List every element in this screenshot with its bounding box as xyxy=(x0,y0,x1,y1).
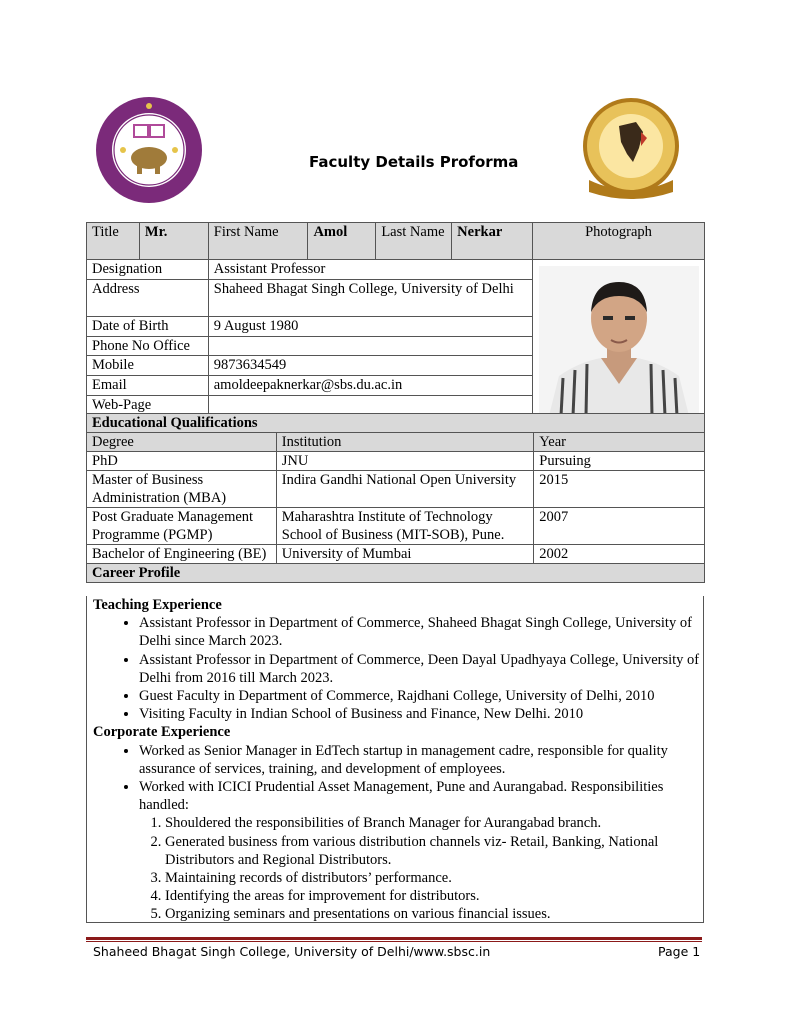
institution-cell: JNU xyxy=(276,452,534,471)
page-title: Faculty Details Proforma xyxy=(309,153,519,171)
first-name-label: First Name xyxy=(208,223,308,260)
teaching-list xyxy=(87,614,703,723)
list-item: • Assistant Professor in Department of Commerce, Deen Dayal Upadhyaya College, University of Delhi from 2016 till March 2023. xyxy=(139,651,703,687)
table-row xyxy=(87,545,705,564)
year-cell: Pursuing xyxy=(534,452,705,471)
address-value: Shaheed Bhagat Singh College, University of Delhi xyxy=(208,279,532,316)
list-item: • Visiting Faculty in Indian School of Business and Finance, New Delhi. 2010 xyxy=(139,705,703,723)
education-table xyxy=(86,413,705,583)
list-item: • Worked as Senior Manager in EdTech startup in management cadre, responsible for quality assurance of services, training, and development of employees. xyxy=(139,742,703,778)
photo-cell xyxy=(533,260,705,417)
title-value: Mr. xyxy=(139,223,208,260)
institution-cell: University of Mumbai xyxy=(276,545,534,564)
degree-header: Degree xyxy=(87,433,277,452)
email-label: Email xyxy=(87,376,209,396)
degree-cell: PhD xyxy=(87,452,277,471)
list-item: 2. Generated business from various distribution channels viz- Retail, Banking, National Distributors and Regional Distributors. xyxy=(165,833,703,869)
teaching-experience-title: Teaching Experience xyxy=(93,597,222,613)
education-section-title: Educational Qualifications xyxy=(87,414,705,433)
responsibilities-list xyxy=(87,814,703,923)
designation-label: Designation xyxy=(87,260,209,280)
mobile-label: Mobile xyxy=(87,356,209,376)
photograph-label: Photograph xyxy=(533,223,705,260)
address-label: Address xyxy=(87,279,209,316)
institution-cell: Indira Gandhi National Open University xyxy=(276,471,534,508)
list-item: 5. Organizing seminars and presentations on various financial issues. xyxy=(165,905,703,923)
title-label: Title xyxy=(87,223,140,260)
table-row xyxy=(87,452,705,471)
degree-cell: Master of Business Administration (MBA) xyxy=(87,471,277,508)
list-item: • Guest Faculty in Department of Commerce, Rajdhani College, University of Delhi, 2010 xyxy=(139,687,703,705)
year-cell: 2007 xyxy=(534,508,705,545)
degree-cell: Post Graduate Management Programme (PGMP) xyxy=(87,508,277,545)
year-header: Year xyxy=(534,433,705,452)
table-row xyxy=(87,471,705,508)
institution-cell: Maharashtra Institute of Technology School of Business (MIT-SOB), Pune. xyxy=(276,508,534,545)
phone-value xyxy=(208,336,532,356)
corporate-experience-title: Corporate Experience xyxy=(93,724,231,741)
dob-label: Date of Birth xyxy=(87,316,209,336)
page-number: Page 1 xyxy=(658,944,701,959)
mobile-value: 9873634549 xyxy=(208,356,532,376)
first-name-value: Amol xyxy=(308,223,376,260)
corporate-list xyxy=(87,742,703,815)
footer-text: Shaheed Bhagat Singh College, University of Delhi/www.sbsc.in xyxy=(93,944,491,959)
email-value: amoldeepaknerkar@sbs.du.ac.in xyxy=(208,376,532,396)
list-item: 4. Identifying the areas for improvement for distributors. xyxy=(165,887,703,905)
designation-value: Assistant Professor xyxy=(208,260,532,280)
footer-divider-thin xyxy=(86,941,702,942)
webpage-label: Web-Page xyxy=(87,395,209,416)
university-of-delhi-logo xyxy=(93,96,205,204)
degree-cell: Bachelor of Engineering (BE) xyxy=(87,545,277,564)
profile-photo xyxy=(539,266,699,416)
dob-value: 9 August 1980 xyxy=(208,316,532,336)
last-name-label: Last Name xyxy=(376,223,452,260)
phone-label: Phone No Office xyxy=(87,336,209,356)
last-name-value: Nerkar xyxy=(452,223,533,260)
list-item: 3. Maintaining records of distributors’ performance. xyxy=(165,869,703,887)
career-section-title: Career Profile xyxy=(87,564,705,583)
list-item: 1. Shouldered the responsibilities of Branch Manager for Aurangabad branch. xyxy=(165,814,703,832)
list-item: • Worked with ICICI Prudential Asset Management, Pune and Aurangabad. Responsibilities handled: xyxy=(139,778,703,814)
list-item: • Assistant Professor in Department of Commerce, Shaheed Bhagat Singh College, University of Delhi since March 2023. xyxy=(139,614,703,650)
year-cell: 2015 xyxy=(534,471,705,508)
institution-header: Institution xyxy=(276,433,534,452)
sbsc-college-logo xyxy=(581,96,681,204)
year-cell: 2002 xyxy=(534,545,705,564)
career-profile xyxy=(86,596,704,923)
table-row xyxy=(87,508,705,545)
footer-divider xyxy=(86,937,702,940)
profile-table xyxy=(86,222,705,417)
